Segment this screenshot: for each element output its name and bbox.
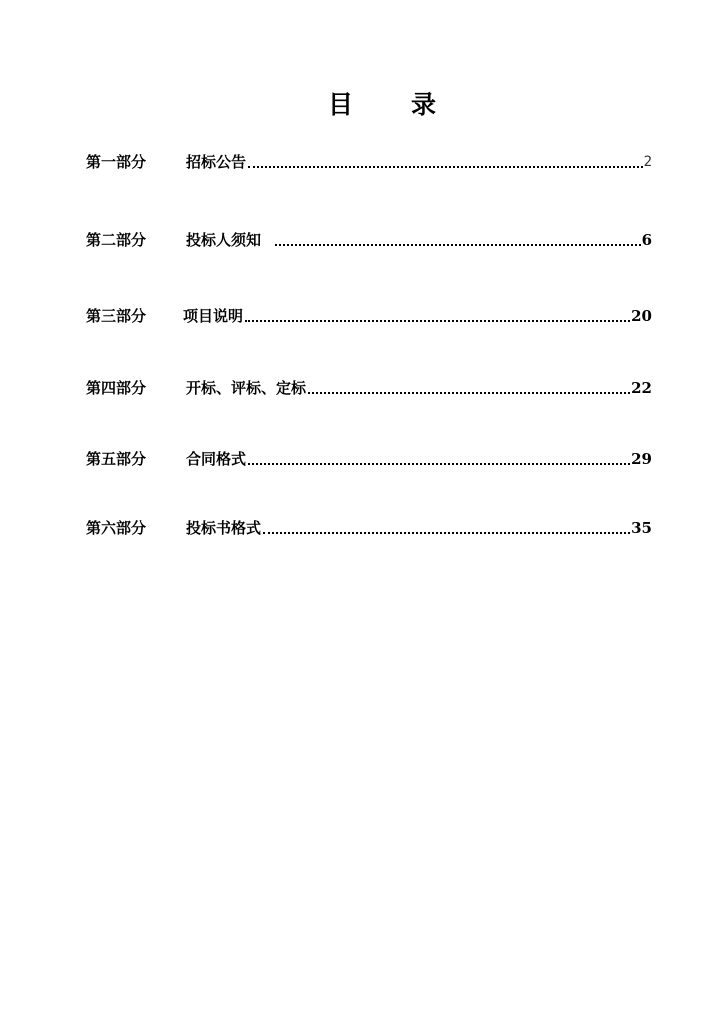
toc-entry-title: 投标书格式	[186, 519, 262, 537]
toc-row-part-2[interactable]	[86, 228, 652, 250]
toc-title	[0, 88, 724, 122]
toc-dot-leader	[248, 166, 643, 168]
toc-page-number: 29	[631, 450, 652, 468]
toc-part-label: 第二部分	[86, 231, 147, 249]
toc-page-number: 20	[631, 307, 652, 325]
toc-row-part-3[interactable]	[86, 304, 652, 326]
toc-dot-leader	[248, 463, 630, 465]
toc-page-number: 6	[641, 231, 652, 249]
toc-dot-leader	[263, 532, 630, 534]
toc-dot-leader	[245, 320, 630, 322]
toc-part-label: 第五部分	[86, 450, 147, 468]
toc-title-char-1: 目	[327, 90, 353, 119]
toc-entry-title: 合同格式	[186, 450, 247, 468]
toc-page-number: 35	[631, 519, 652, 537]
toc-row-part-6[interactable]	[86, 516, 652, 538]
toc-dot-leader	[275, 244, 641, 246]
toc-dot-leader	[308, 392, 630, 394]
toc-entry-title: 开标、评标、定标	[186, 379, 307, 397]
toc-row-part-5[interactable]	[86, 447, 652, 469]
toc-entry-title: 招标公告	[186, 153, 247, 171]
toc-part-label: 第四部分	[86, 379, 147, 397]
toc-page-number: 2	[643, 154, 652, 170]
toc-row-part-1[interactable]	[86, 150, 652, 172]
toc-title-char-2: 录	[411, 90, 437, 119]
toc-part-label: 第三部分	[86, 307, 147, 325]
toc-part-label: 第六部分	[86, 519, 147, 537]
toc-part-label: 第一部分	[86, 153, 147, 171]
toc-entry-title: 项目说明	[183, 307, 244, 325]
toc-entry-title: 投标人须知	[186, 231, 262, 249]
toc-row-part-4[interactable]	[86, 376, 652, 398]
toc-page-number: 22	[631, 379, 652, 397]
